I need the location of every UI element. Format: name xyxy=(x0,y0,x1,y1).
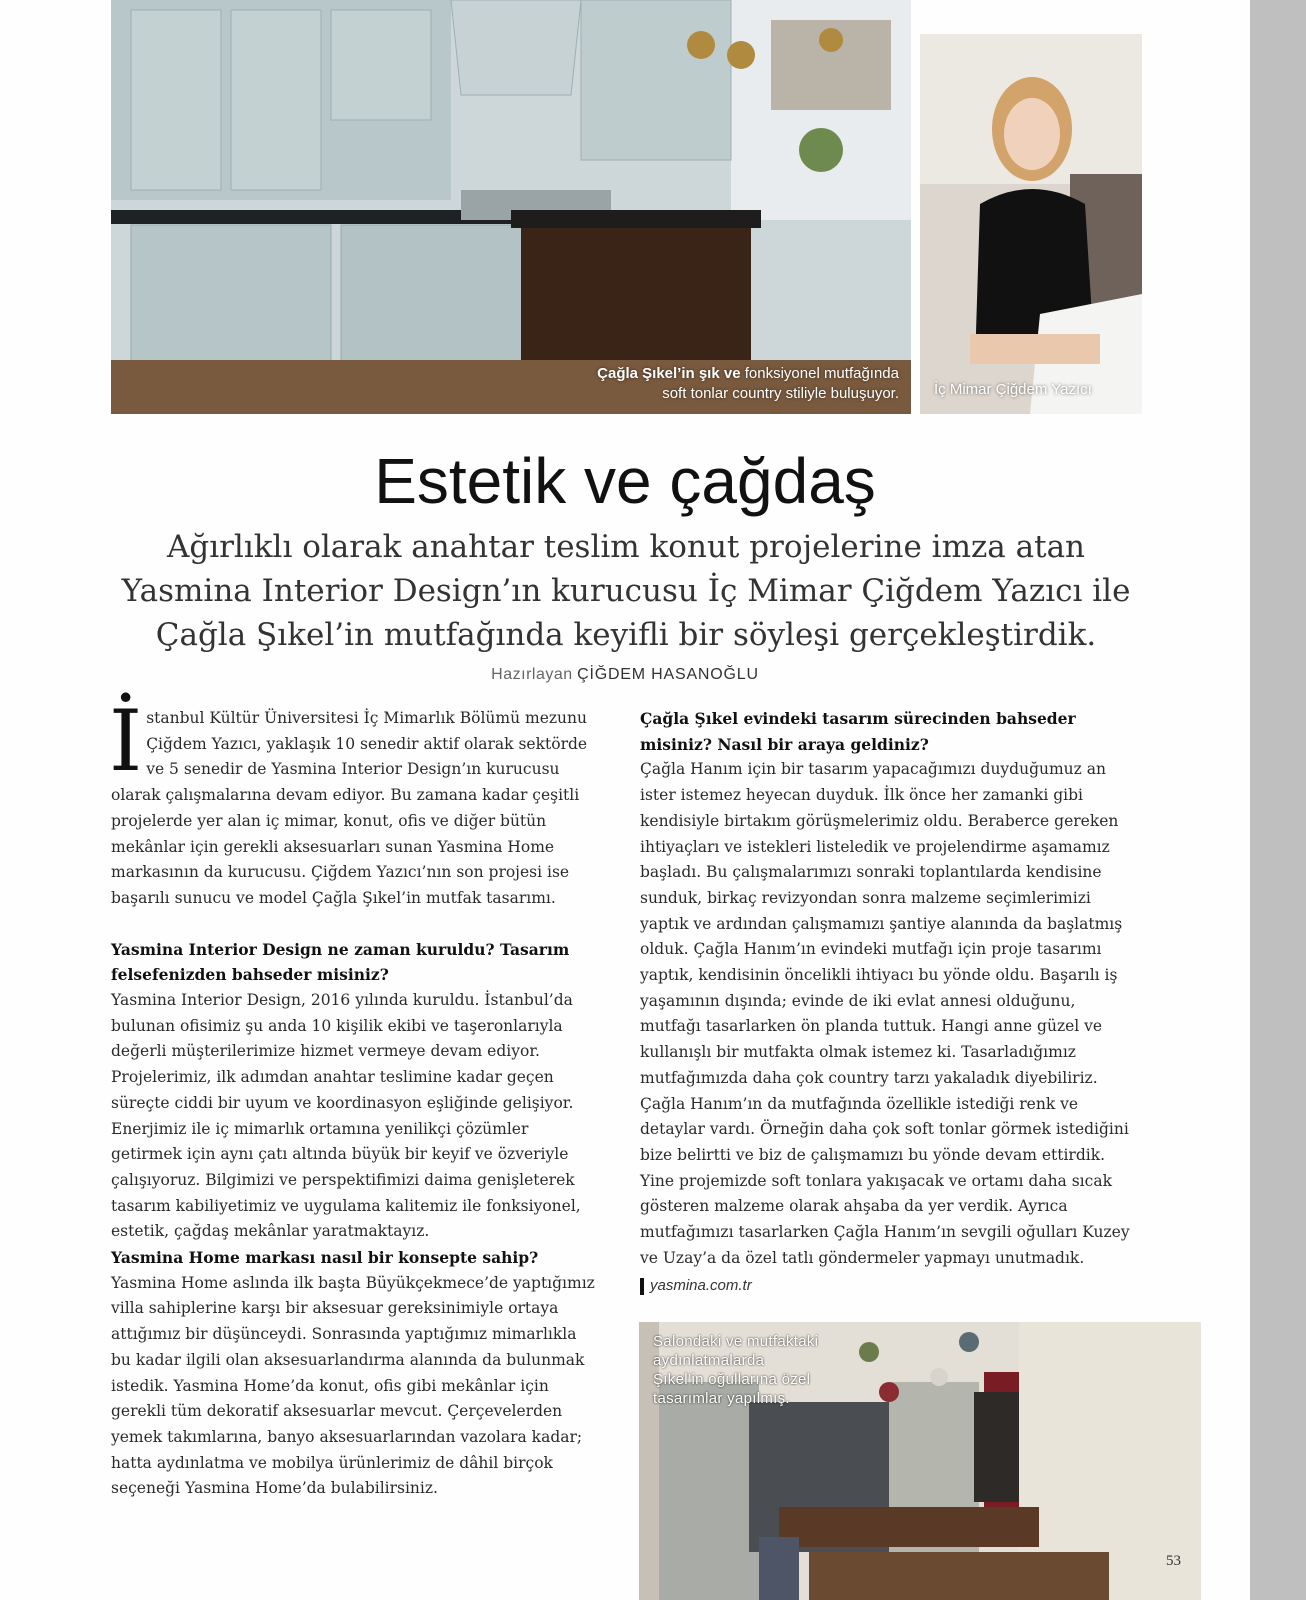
portrait-photo xyxy=(920,34,1142,414)
question-2: Yasmina Home markası nasıl bir konsepte sahip? xyxy=(111,1248,539,1268)
dining-caption-line4: tasarımlar yapılmış. xyxy=(653,1390,790,1407)
question-1: Yasmina Interior Design ne zaman kuruldu? Tasarım felsefenizden bahseder misiniz? xyxy=(111,939,570,985)
article-deck: Ağırlıklı olarak anahtar teslim konut projelerine imza atan Yasmina Interior Design’ın kurucusu İç Mimar Çiğdem Yazıcı ile Çağla Şıkel’in mutfağında keyifli bir söyleşi gerçekleştirdik. xyxy=(121,529,1131,653)
page-number: 53 xyxy=(1166,1553,1181,1569)
website-credit xyxy=(640,1273,1140,1299)
byline-role: Hazırlayan xyxy=(491,666,573,683)
kitchen-caption-bold: Çağla Şıkel’in şık ve xyxy=(597,365,741,382)
intro-paragraph xyxy=(109,692,597,912)
website-link[interactable]: yasmina.com.tr xyxy=(650,1277,752,1295)
right-column xyxy=(640,706,1140,1299)
website-bar-icon xyxy=(640,1278,644,1295)
left-column xyxy=(109,692,597,1502)
dining-caption-line3: Şıkel’in oğullarına özel xyxy=(653,1371,811,1388)
byline xyxy=(0,666,1250,684)
kitchen-caption-rest: fonksiyonel mutfağında xyxy=(740,365,899,382)
dining-caption-line2: aydınlatmalarda xyxy=(653,1352,765,1369)
answer-3: Çağla Hanım için bir tasarım yapacağımızı duyduğumuz an ister istemez heyecan duyduk. İlk önce her zamanki gibi kendisiyle birtakım görüşmelerimiz oldu. Beraberce gereken ihtiyaçları ve istekleri listeledik ve projelendirme aşamamız başladı. Bu çalışmalarımızı sonraki toplantılarda kendisine sunduk, birkaç revizyondan sonra malzeme seçimlerimizi yaptık ve ardından çalışmamızı şantiye alanında da başlatmış olduk. Çağla Hanım’ın evindeki mutfağı için proje tasarımı yaptık, kendisinin öncelikli ihtiyacı bu yönde oldu. Başarılı iş yaşamının dışında; evinde de iki evlat annesi olduğunu, mutfağı tasarlarken ön planda tuttuk. Hangi anne güzel ve kullanışlı bir mutfakta olmak istemez ki. Tasarladığımız mutfağımızda daha çok country tarzı yakaladık diyebiliriz. Çağla Hanım’ın da mutfağında özellikle istediği renk ve detaylar vardı. Örneğin daha çok soft tonlar görmek istediğini bize belirtti ve biz de çalışmamızı bu yönde devam ettirdik. Yine projemizde soft tonlara yakışacak ve ortamı daha sıcak gösteren malzeme olarak ahşaba da yer verdik. Ayrıca mutfağımızı tasarlarken Çağla Hanım’ın sevgili oğulları Kuzey ve Uzay’a da özel tatlı göndermeler yapmayı unutmadık. xyxy=(640,760,1130,1267)
dining-room-photo xyxy=(639,1322,1201,1600)
kitchen-photo xyxy=(111,0,911,414)
intro-text: stanbul Kültür Üniversitesi İç Mimarlık Bölümü mezunu Çiğdem Yazıcı, yaklaşık 10 senedir aktif olarak sektörde ve 5 senedir de Yasmina Interior Design’ın kurucusu olarak çalışmalarına devam ediyor. Bu zamana kadar çeşitli projelerde yer alan iç mimar, konut, ofis ve diğer bütün mekânlar için gerekli aksesuarları sunan Yasmina Home markasının da kurucusu. Çiğdem Yazıcı’nın son projesi ise başarılı sunucu ve model Çağla Şıkel’in mutfak tasarımı. xyxy=(111,709,588,907)
byline-name: ÇİĞDEM HASANOĞLU xyxy=(577,666,759,683)
viewer-gutter xyxy=(1250,0,1306,1600)
question-3: Çağla Şıkel evindeki tasarım sürecinden bahseder misiniz? Nasıl bir araya geldiniz? xyxy=(640,709,1076,754)
kitchen-illustration xyxy=(111,0,911,414)
answer-1: Yasmina Interior Design, 2016 yılında kuruldu. İstanbul’da bulunan ofisimiz şu anda 10 kişilik ekibi ve taşeronlarıyla değerli müşterilerimize hizmet vermeye devam ediyor. Projelerimiz, ilk adımdan anahtar teslimine kadar geçen süreçte ciddi bir uyum ve koordinasyon eşliğinde gelişiyor. Enerjimiz ile iç mimarlık ortamına yenilikçi çözümler getirmek için aynı çatı altında büyük bir keyif ve özveriyle çalışıyoruz. Bilgimizi ve perspektifimizi daima genişleterek tasarım kabiliyetimiz ve uygulama kalitemiz ile fonksiyonel, estetik, çağdaş mekânlar yaratmaktayız. xyxy=(111,991,581,1241)
kitchen-caption-line2: soft tonlar country stiliyle buluşuyor. xyxy=(662,385,899,402)
dining-caption-line1: Salondaki ve mutfaktaki xyxy=(653,1333,819,1350)
portrait-caption: İç Mimar Çiğdem Yazıcı xyxy=(934,381,1092,398)
portrait-illustration xyxy=(920,34,1142,414)
article-title: Estetik ve çağdaş xyxy=(374,445,876,517)
drop-cap: İ xyxy=(109,692,143,790)
kitchen-caption xyxy=(597,364,899,404)
answer-2: Yasmina Home aslında ilk başta Büyükçekmece’de yaptığımız villa sahiplerine karşı bir aksesuar gereksinimiyle ortaya attığımız bir düşünceydi. Sonrasında yaptığımız mimarlıkla bu kadar ilgili olan aksesuarlandırma alanında da bulunmak istedik. Yasmina Home’da konut, ofis gibi mekânlar için gerekli tüm dekoratif aksesuarlar mevcut. Çerçevelerden yemek takımlarına, banyo aksesuarlarından vazolara kadar; hatta aydınlatma ve mobilya ürünlerimiz de dâhil birçok seçeneği Yasmina Home’da bulabilirsiniz. xyxy=(111,1273,595,1498)
dining-caption xyxy=(653,1332,818,1408)
